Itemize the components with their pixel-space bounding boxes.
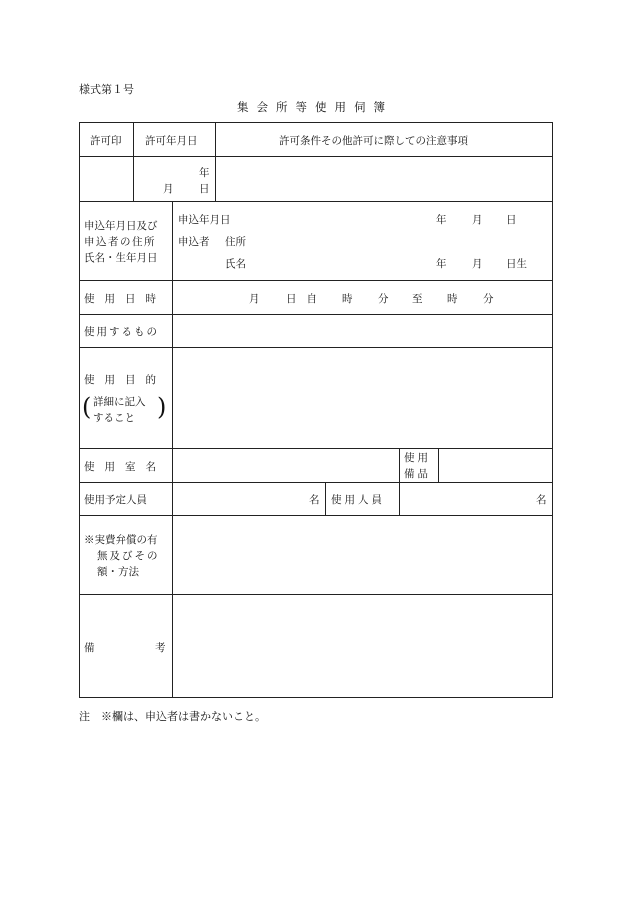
planned-people-unit: 名 — [309, 494, 320, 506]
usage-user-label: 使用するもの — [84, 326, 159, 338]
remarks-char1: 備 — [84, 642, 95, 654]
applicant-label-line1: 申込年月日及び — [84, 220, 158, 232]
col-divider — [215, 122, 216, 202]
stamp-header: 許可印 — [90, 135, 122, 147]
permit-date-header: 許可年月日 — [145, 135, 198, 147]
row-divider — [79, 314, 553, 315]
document-title: 集会所等使用伺簿 — [237, 100, 393, 114]
equipment-label-line2: 備品 — [404, 468, 431, 480]
equipment-label-line1: 使用 — [404, 452, 431, 464]
usage-hour-start: 時 — [342, 293, 353, 305]
name-label: 氏名 — [225, 258, 246, 270]
usage-minute-start: 分 — [378, 293, 389, 305]
permit-year-unit: 年 — [199, 167, 210, 179]
permit-day-unit: 日 — [199, 183, 210, 195]
row-divider — [79, 594, 553, 595]
table-border-bottom — [79, 697, 553, 698]
usage-hour-end: 時 — [447, 293, 458, 305]
actual-people-unit: 名 — [536, 494, 547, 506]
room-label: 使用室名 — [84, 461, 166, 473]
row-divider — [79, 280, 553, 281]
apply-month-unit: 月 — [472, 214, 483, 226]
usage-datetime-label: 使用日時 — [84, 293, 166, 305]
usage-minute-end: 分 — [483, 293, 494, 305]
applicant-label: 申込者 — [178, 236, 210, 248]
birth-year-unit: 年 — [436, 258, 447, 270]
purpose-label: 使用目的 — [84, 374, 166, 386]
usage-month-unit: 月 — [249, 293, 260, 305]
col-divider — [325, 482, 326, 516]
planned-people-label: 使用予定人員 — [84, 494, 147, 506]
usage-to: 至 — [412, 293, 423, 305]
col-divider — [438, 448, 439, 483]
form-number: 様式第１号 — [79, 83, 134, 96]
birth-day-unit: 日生 — [506, 258, 527, 270]
applicant-label-line2: 申込者の住所 — [84, 236, 156, 248]
row-divider — [79, 482, 553, 483]
usage-day-from: 日自 — [286, 293, 327, 305]
apply-date-label: 申込年月日 — [178, 214, 231, 226]
purpose-sub-line1: 詳細に記入 — [93, 396, 146, 408]
conditions-header: 許可条件その他許可に際しての注意事項 — [279, 135, 468, 147]
table-border-top — [79, 122, 553, 123]
row-divider — [79, 347, 553, 348]
footer-note: 注 ※欄は、申込者は書かないこと。 — [79, 710, 266, 723]
fee-label-line1: ※実費弁償の有 — [84, 534, 158, 546]
apply-year-unit: 年 — [436, 214, 447, 226]
row-divider — [79, 515, 553, 516]
applicant-label-line3: 氏名・生年月日 — [84, 252, 158, 264]
permit-month-unit: 月 — [163, 183, 174, 195]
purpose-paren-left: ( — [82, 393, 92, 421]
purpose-sub-line2: すること — [93, 412, 135, 424]
col-divider — [133, 122, 134, 202]
address-label: 住所 — [225, 236, 246, 248]
row-divider — [79, 201, 553, 202]
actual-people-label: 使用人員 — [331, 494, 385, 506]
col-divider — [399, 448, 400, 516]
remarks-char2: 考 — [155, 642, 166, 654]
table-border-right — [552, 122, 553, 698]
apply-day-unit: 日 — [506, 214, 517, 226]
row-divider — [79, 448, 553, 449]
fee-label-line3: 額・方法 — [97, 566, 139, 578]
purpose-paren-right: ) — [157, 393, 167, 421]
fee-label-line2: 無及びその — [97, 550, 160, 562]
birth-month-unit: 月 — [472, 258, 483, 270]
row-divider — [79, 156, 553, 157]
col-divider — [172, 201, 173, 698]
table-border-left — [79, 122, 80, 698]
